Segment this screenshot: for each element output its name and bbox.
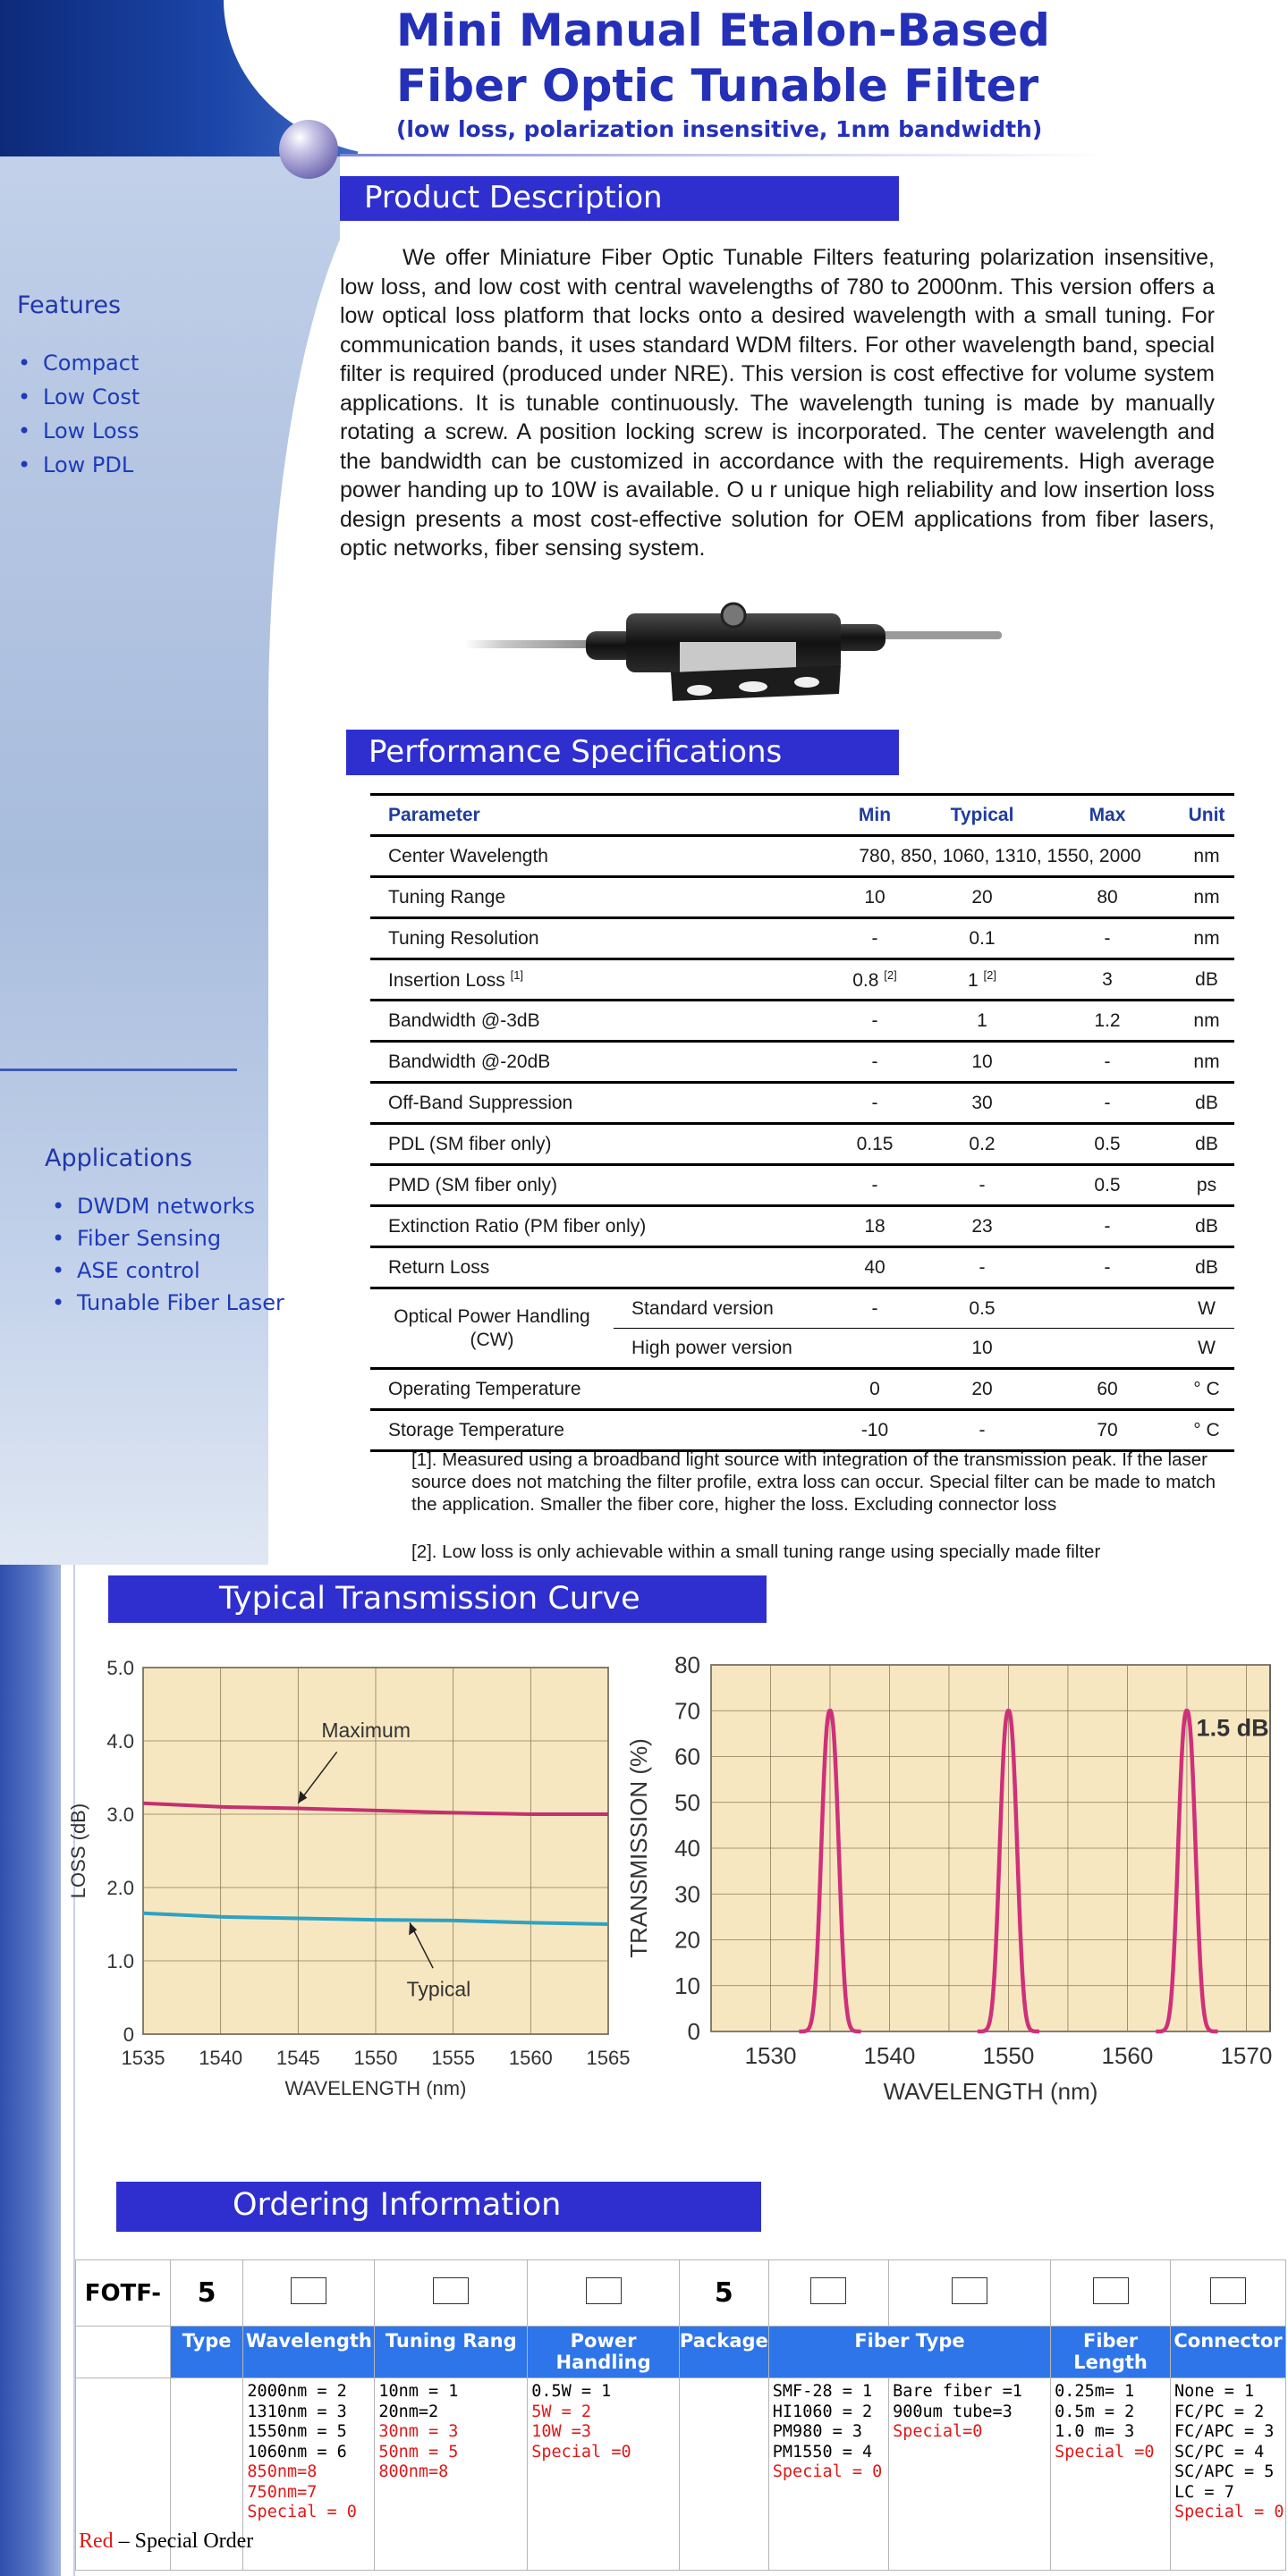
spec-typical: 20 <box>928 1369 1036 1410</box>
part-prefix-cell <box>76 2260 171 2327</box>
annotation-maximum: Maximum <box>321 1718 411 1742</box>
spec-unit: W <box>1179 1329 1234 1369</box>
y-axis-label: TRANSMISSION (%) <box>625 1738 652 1958</box>
tuning-options <box>375 2378 528 2571</box>
footnote-1: [1]. Measured using a broadband light source with integration of the transmission peak. If the laser source does not matching the filter profile, extra loss can occur. Special filter can be made to match the application. Smaller the fiber core, higher the loss. Excluding connector loss <box>411 1449 1216 1515</box>
y-tick-label: 80 <box>674 1651 700 1678</box>
ordering-options-row <box>76 2378 1286 2571</box>
footnote-ref: [2] <box>884 967 897 982</box>
ordering-legend <box>79 2530 253 2554</box>
y-tick-label: 60 <box>674 1743 700 1770</box>
power-options <box>528 2378 680 2571</box>
y-tick-label: 2.0 <box>106 1877 134 1899</box>
y-tick-label: 3.0 <box>106 1803 134 1826</box>
fiber-jacket-code-box[interactable] <box>952 2277 987 2304</box>
decorative-sphere <box>279 120 338 179</box>
y-tick-label: 0 <box>687 2018 700 2045</box>
tuning-screw <box>722 604 745 627</box>
spec-param-name: PDL (SM fiber only) <box>370 1124 821 1165</box>
ordering-header-fiber-length: Fiber Length <box>1051 2327 1171 2378</box>
ordering-header-tuning: Tuning Rang <box>375 2327 528 2378</box>
ordering-header-package: Package <box>679 2327 768 2378</box>
fiber-length-code-box[interactable] <box>1093 2277 1129 2304</box>
option-item: SC/PC = 4 <box>1174 2442 1265 2462</box>
spec-max: 3 <box>1036 959 1179 1001</box>
lower-left-band <box>0 1565 61 2576</box>
option-item: Special =0 <box>1055 2442 1155 2462</box>
package-code: 5 <box>714 2277 733 2309</box>
option-item: 2000nm = 2 <box>247 2382 347 2401</box>
spec-unit: ps <box>1179 1165 1234 1206</box>
fiber-type-code-box[interactable] <box>810 2277 846 2304</box>
spec-max: - <box>1036 1247 1179 1288</box>
option-item: Special = 0 <box>247 2503 357 2521</box>
spec-typical: 0.5 <box>928 1288 1036 1329</box>
spec-row-center-wavelength <box>370 836 1234 877</box>
option-item: 750nm=7 <box>247 2482 318 2502</box>
fiber-type-code-cell[interactable] <box>768 2260 888 2327</box>
ordering-header-wavelength: Wavelength <box>243 2327 375 2378</box>
application-item: • Fiber Sensing <box>52 1222 284 1254</box>
spec-param-name-cell <box>370 959 821 1001</box>
x-tick-label: 1545 <box>275 2047 320 2069</box>
x-tick-label: 1540 <box>863 2042 916 2069</box>
spec-row <box>370 1247 1234 1288</box>
spec-unit: nm <box>1179 918 1234 959</box>
y-tick-label: 4.0 <box>106 1730 134 1753</box>
spec-param-name: Tuning Range <box>370 877 821 918</box>
x-tick-label: 1560 <box>508 2047 553 2069</box>
option-item: 1310nm = 3 <box>247 2402 347 2421</box>
ordering-information-heading: Ordering Information <box>233 2187 562 2223</box>
application-item: • ASE control <box>52 1254 284 1287</box>
spec-unit: dB <box>1179 1206 1234 1247</box>
option-item: 0.5m = 2 <box>1055 2402 1135 2421</box>
performance-specifications-heading: Performance Specifications <box>369 734 783 770</box>
option-item: 1060nm = 6 <box>247 2442 347 2462</box>
spec-unit: nm <box>1179 1001 1234 1042</box>
spec-typical: 23 <box>928 1206 1036 1247</box>
option-item: 900um tube=3 <box>893 2402 1013 2421</box>
spec-min-cell <box>821 959 928 1001</box>
option-item: 50nm = 5 <box>378 2442 459 2462</box>
spec-typical: 0.2 <box>928 1124 1036 1165</box>
spec-param-name: Center Wavelength <box>370 836 821 877</box>
x-tick-label: 1560 <box>1101 2042 1154 2069</box>
spec-row <box>370 1124 1234 1165</box>
spec-param-name: Storage Temperature <box>370 1410 821 1451</box>
x-tick-label: 1535 <box>121 2047 165 2069</box>
package-options <box>679 2378 768 2571</box>
spec-min: - <box>821 1042 928 1083</box>
spec-max <box>1036 1329 1179 1369</box>
option-item: 800nm=8 <box>378 2462 449 2481</box>
spec-max: - <box>1036 1042 1179 1083</box>
spec-typical: - <box>928 1165 1036 1206</box>
option-item: None = 1 <box>1174 2382 1255 2401</box>
option-item: Special = 0 <box>772 2462 883 2481</box>
performance-specifications-bar <box>346 730 899 775</box>
spec-max: 80 <box>1036 877 1179 918</box>
transmission-curve-bar <box>108 1575 767 1623</box>
features-heading: Features <box>17 291 122 319</box>
spec-typical: - <box>928 1410 1036 1451</box>
spec-param-name: Extinction Ratio (PM fiber only) <box>370 1206 821 1247</box>
spec-param-name: Bandwidth @-3dB <box>370 1001 821 1042</box>
spec-table <box>370 793 1234 1452</box>
spec-typical: 1 <box>968 969 979 991</box>
product-description-bar <box>340 176 899 221</box>
fiber-left <box>465 640 595 648</box>
option-item: 1550nm = 5 <box>247 2422 347 2441</box>
x-tick-label: 1555 <box>431 2047 476 2069</box>
spec-param-name: Bandwidth @-20dB <box>370 1042 821 1083</box>
spec-unit: dB <box>1179 959 1234 1001</box>
option-item: 5W = 2 <box>531 2402 592 2421</box>
option-item: LC = 7 <box>1174 2482 1234 2502</box>
spec-sub-name: Standard version <box>614 1288 821 1329</box>
option-item: 10nm = 1 <box>378 2382 459 2401</box>
spec-max: 70 <box>1036 1410 1179 1451</box>
y-tick-label: 10 <box>674 1972 700 1999</box>
spec-row <box>370 1369 1234 1410</box>
ordering-table <box>75 2259 1286 2571</box>
fiber-length-options <box>1051 2378 1171 2571</box>
y-tick-label: 50 <box>674 1788 700 1816</box>
footnote-ref: [1] <box>510 967 524 982</box>
wavelength-code-cell[interactable] <box>243 2260 375 2327</box>
ordering-header-empty <box>76 2327 171 2378</box>
mount-hole <box>794 677 819 688</box>
ordering-header-type: Type <box>170 2327 243 2378</box>
spec-min: 0.15 <box>821 1124 928 1165</box>
transmission-chart <box>622 1645 1284 2119</box>
footnote-2: [2]. Low loss is only achievable within a small tuning range using specially made filter <box>411 1541 1101 1562</box>
spec-row <box>370 877 1234 918</box>
spec-row-power-standard <box>370 1288 1234 1329</box>
spec-min: - <box>821 1288 928 1329</box>
spec-unit: dB <box>1179 1083 1234 1124</box>
spec-value-span: 780, 850, 1060, 1310, 1550, 2000 <box>821 836 1179 877</box>
spec-param-name: Off-Band Suppression <box>370 1083 821 1124</box>
sidebar-divider <box>0 1068 237 1071</box>
mount-hole <box>739 681 767 692</box>
y-axis-label: LOSS (dB) <box>67 1803 89 1899</box>
y-tick-label: 40 <box>674 1835 700 1862</box>
x-tick-label: 1570 <box>1220 2042 1273 2069</box>
spec-min: 18 <box>821 1206 928 1247</box>
spec-header-max: Max <box>1036 795 1179 836</box>
option-item: PM980 = 3 <box>772 2422 863 2441</box>
option-item: 30nm = 3 <box>378 2422 459 2441</box>
wavelength-options <box>243 2378 375 2571</box>
option-item: 20nm=2 <box>378 2402 439 2421</box>
spec-row <box>370 1410 1234 1451</box>
spec-header-parameter: Parameter <box>370 795 821 836</box>
product-description-text: We offer Miniature Fiber Optic Tunable Filters featuring polarization insensitive, low loss, and low cost with central wavelengths of 780 to 2000nm. This version offers a low optical loss platform that locks onto a desired wavelength with a small tuning. For communication bands, it uses standard WDM filters. For other wavelength band, special filter is required (produced under NRE). This version is cost effective for volume system applications. It is tunable continuously. The wavelength tuning is made by manually rotating a screw. A position locking screw is incorporated. The center wavelength and the bandwidth can be customized in accordance with the requirements. High average power handing up to 10W is available. O u r unique high reliability and low insertion loss design presents a most cost-effective solution for OEM applications from fiber lasers, optic networks, fiber sensing system. <box>340 245 1215 561</box>
annotation-bandwidth: 1.5 dB <box>1196 1714 1269 1742</box>
page-subtitle: (low loss, polarization insensitive, 1nm bandwidth) <box>396 116 1043 142</box>
fiber-type-options <box>768 2378 888 2571</box>
spec-typical: 0.1 <box>928 918 1036 959</box>
transmission-curve-heading: Typical Transmission Curve <box>219 1581 640 1617</box>
part-prefix: FOTF- <box>84 2279 162 2307</box>
spec-unit: dB <box>1179 1124 1234 1165</box>
option-item: PM1550 = 4 <box>772 2442 873 2462</box>
spec-max <box>1036 1288 1179 1329</box>
ordering-header-row <box>76 2327 1286 2378</box>
spec-row <box>370 959 1234 1001</box>
package-code-cell <box>679 2260 768 2327</box>
spec-param-name: Return Loss <box>370 1247 821 1288</box>
option-item: Special =0 <box>531 2442 631 2462</box>
option-item: SC/APC = 5 <box>1174 2462 1275 2481</box>
spec-typical: 30 <box>928 1083 1036 1124</box>
spec-header-typical: Typical <box>928 795 1036 836</box>
y-tick-label: 70 <box>674 1697 700 1725</box>
ordering-information-bar <box>116 2182 761 2232</box>
part-number-row <box>76 2260 1286 2327</box>
tuning-code-box[interactable] <box>433 2277 469 2304</box>
feature-item: • Low PDL <box>18 448 140 482</box>
spec-param-name: Optical Power Handling (CW) <box>370 1288 614 1369</box>
spec-header-min: Min <box>821 795 928 836</box>
x-axis-label: WAVELENGTH (nm) <box>883 2078 1098 2105</box>
spec-min: - <box>821 1083 928 1124</box>
option-item: HI1060 = 2 <box>772 2402 873 2421</box>
spec-row <box>370 1165 1234 1206</box>
spec-min: - <box>821 1165 928 1206</box>
ordering-header-fiber-type: Fiber Type <box>768 2327 1050 2378</box>
y-tick-label: 30 <box>674 1880 700 1908</box>
ordering-header-connector: Connector <box>1171 2327 1286 2378</box>
spec-unit: ° C <box>1179 1410 1234 1451</box>
spec-typical: 20 <box>928 877 1036 918</box>
spec-typical-cell <box>928 959 1036 1001</box>
spec-typical: 10 <box>928 1329 1036 1369</box>
option-item: 0.25m= 1 <box>1055 2382 1135 2401</box>
connector-code-box[interactable] <box>1210 2277 1246 2304</box>
option-item: 0.5W = 1 <box>531 2382 612 2401</box>
option-item: FC/APC = 3 <box>1174 2422 1275 2441</box>
power-code-cell[interactable] <box>528 2260 680 2327</box>
spec-row <box>370 1206 1234 1247</box>
spec-max: 0.5 <box>1036 1124 1179 1165</box>
annotation-typical: Typical <box>406 1977 471 2001</box>
x-axis-label: WAVELENGTH (nm) <box>284 2077 467 2099</box>
fiber-jacket-code-cell[interactable] <box>889 2260 1051 2327</box>
y-tick-label: 1.0 <box>106 1950 134 1972</box>
spec-unit: nm <box>1179 836 1234 877</box>
spec-max: - <box>1036 1083 1179 1124</box>
features-list <box>18 346 140 482</box>
spec-row <box>370 1083 1234 1124</box>
power-code-box[interactable] <box>586 2277 622 2304</box>
product-description-heading: Product Description <box>364 180 663 215</box>
spec-header-row <box>370 795 1234 836</box>
spec-unit: W <box>1179 1288 1234 1329</box>
spec-typical: 10 <box>928 1042 1036 1083</box>
spec-row <box>370 918 1234 959</box>
x-tick-label: 1565 <box>586 2047 631 2069</box>
option-item: SMF-28 = 1 <box>772 2382 873 2401</box>
spec-min: -10 <box>821 1410 928 1451</box>
y-tick-label: 0 <box>123 2023 134 2046</box>
option-item: 1.0 m= 3 <box>1055 2422 1135 2441</box>
x-tick-label: 1540 <box>199 2047 243 2069</box>
type-code-cell <box>170 2260 243 2327</box>
spec-min: - <box>821 1001 928 1042</box>
page-title-line2: Fiber Optic Tunable Filter <box>396 60 1039 112</box>
spec-unit: nm <box>1179 877 1234 918</box>
connector-code-cell[interactable] <box>1171 2260 1286 2327</box>
spec-typical: 1 <box>928 1001 1036 1042</box>
x-tick-label: 1550 <box>353 2047 398 2069</box>
spec-unit: ° C <box>1179 1369 1234 1410</box>
spec-typical: - <box>928 1247 1036 1288</box>
wavelength-code-box[interactable] <box>291 2277 326 2304</box>
option-item: 850nm=8 <box>247 2462 318 2481</box>
tuning-code-cell[interactable] <box>375 2260 528 2327</box>
ordering-header-power: Power Handling <box>528 2327 680 2378</box>
spec-min: 0 <box>821 1369 928 1410</box>
product-image <box>465 597 1002 722</box>
feature-item: • Compact <box>18 346 140 380</box>
applications-list <box>52 1190 284 1319</box>
option-item: Special=0 <box>893 2422 983 2441</box>
type-code: 5 <box>197 2277 216 2309</box>
feature-item: • Low Loss <box>18 414 140 448</box>
spec-min: - <box>821 918 928 959</box>
spec-min: 0.8 <box>852 969 879 991</box>
legend-text: – Special Order <box>113 2530 254 2553</box>
spec-param-name: PMD (SM fiber only) <box>370 1165 821 1206</box>
y-tick-label: 20 <box>674 1926 700 1954</box>
legend-red-label: Red <box>79 2530 114 2553</box>
fiber-right <box>872 631 1002 639</box>
spec-row <box>370 1001 1234 1042</box>
application-item: • Tunable Fiber Laser <box>52 1287 284 1319</box>
spec-max: - <box>1036 918 1179 959</box>
spec-param-name: Tuning Resolution <box>370 918 821 959</box>
loss-chart <box>63 1645 635 2110</box>
fiber-jacket-options <box>889 2378 1051 2571</box>
option-item: FC/PC = 2 <box>1174 2402 1265 2421</box>
title-underline <box>340 154 1109 156</box>
spec-max: 1.2 <box>1036 1001 1179 1042</box>
footnote-ref: [2] <box>983 967 996 982</box>
x-tick-label: 1530 <box>744 2042 797 2069</box>
spec-param-name: Insertion Loss <box>388 969 505 991</box>
spec-min: 10 <box>821 877 928 918</box>
option-item: Special = 0 <box>1174 2503 1284 2521</box>
applications-heading: Applications <box>45 1144 192 1172</box>
spec-min <box>821 1329 928 1369</box>
spec-header-unit: Unit <box>1179 795 1234 836</box>
spec-param-name: Operating Temperature <box>370 1369 821 1410</box>
spec-max: 0.5 <box>1036 1165 1179 1206</box>
spec-unit: dB <box>1179 1247 1234 1288</box>
spec-max: - <box>1036 1206 1179 1247</box>
page-title-line1: Mini Manual Etalon-Based <box>396 4 1050 56</box>
option-item: 10W =3 <box>531 2422 592 2441</box>
spec-min: 40 <box>821 1247 928 1288</box>
connector-options <box>1171 2378 1286 2571</box>
spec-sub-name: High power version <box>614 1329 821 1369</box>
mount-hole <box>687 685 712 696</box>
spec-row <box>370 1042 1234 1083</box>
x-tick-label: 1550 <box>982 2042 1035 2069</box>
feature-item: • Low Cost <box>18 380 140 414</box>
application-item: • DWDM networks <box>52 1190 284 1222</box>
y-tick-label: 5.0 <box>106 1657 134 1679</box>
spec-max: 60 <box>1036 1369 1179 1410</box>
fiber-length-code-cell[interactable] <box>1051 2260 1171 2327</box>
option-item: Bare fiber =1 <box>893 2382 1022 2401</box>
spec-unit: nm <box>1179 1042 1234 1083</box>
